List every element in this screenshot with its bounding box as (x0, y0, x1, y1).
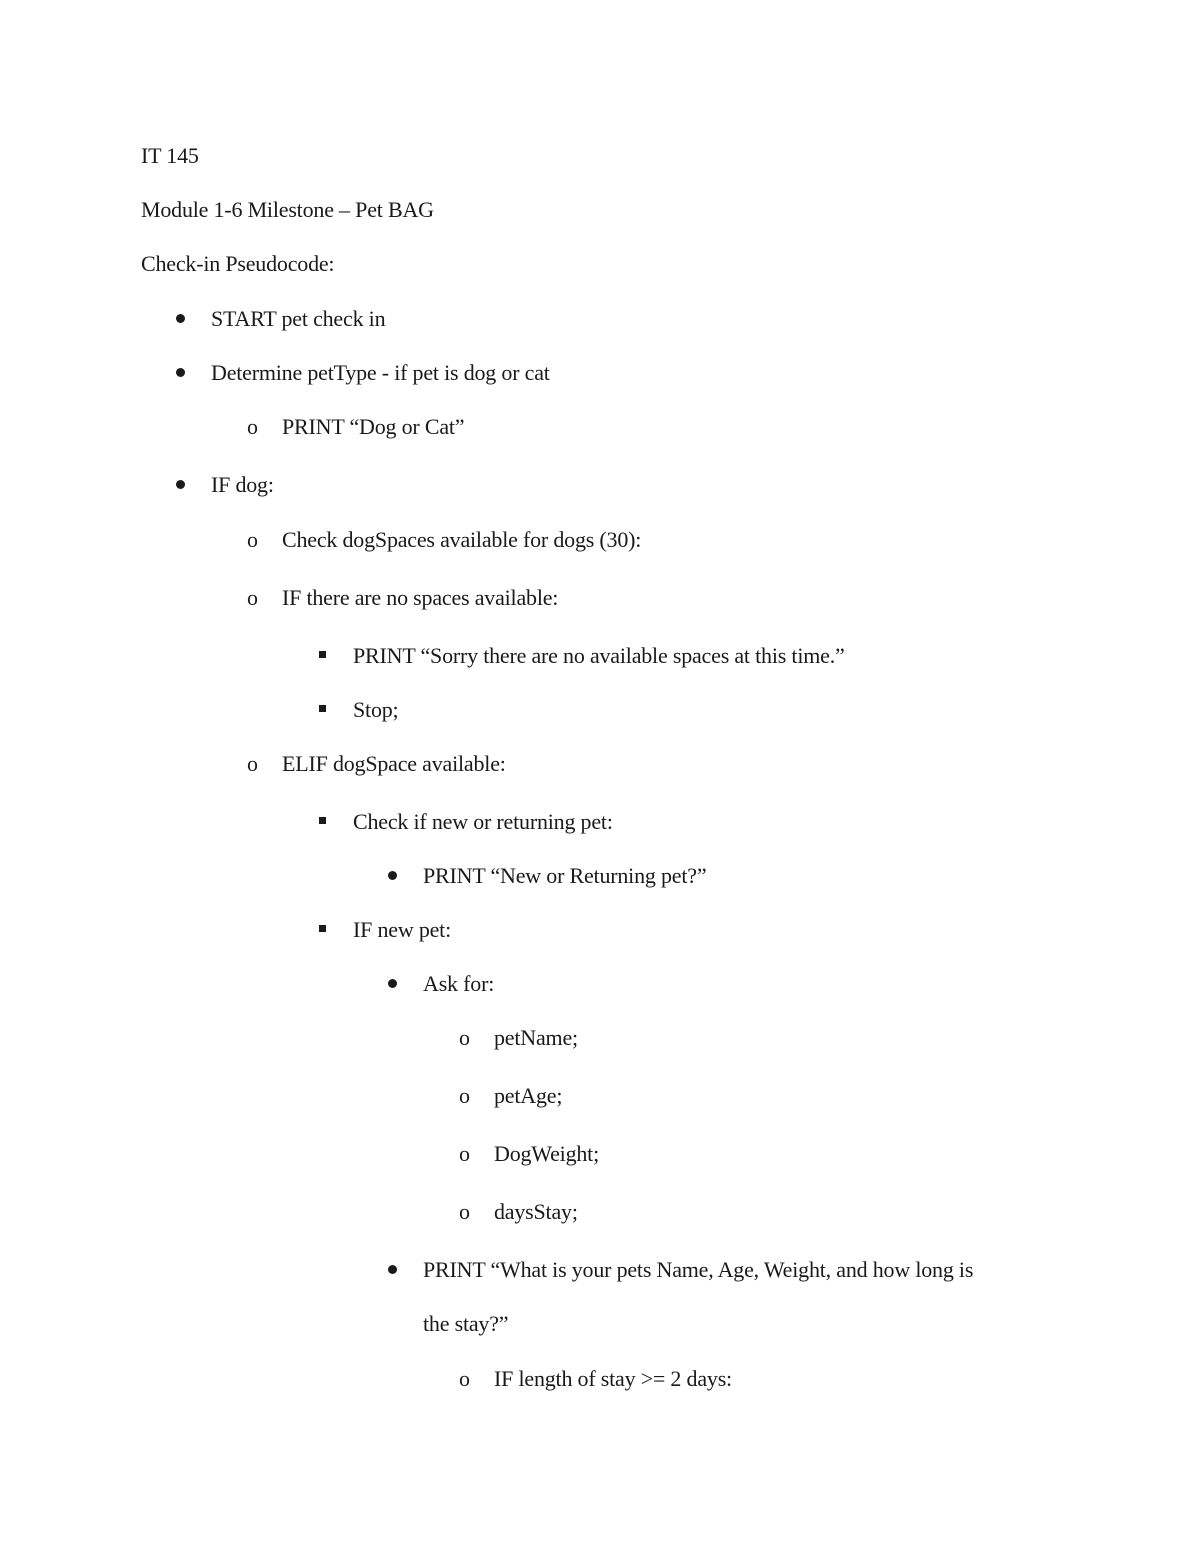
list-item: Stop; (353, 697, 399, 722)
list-item: ELIF dogSpace available: (282, 751, 506, 776)
list-item: PRINT “New or Returning pet?” (423, 863, 707, 888)
list-item: PRINT “Sorry there are no available spaces at this time.” (353, 643, 845, 668)
list-item: IF new pet: (353, 917, 452, 942)
bullet-square-icon (319, 817, 326, 824)
bullet-disc-icon (176, 480, 185, 489)
bullet-disc-icon (388, 871, 397, 880)
list-item: START pet check in (211, 306, 386, 331)
bullet-circle-icon: o (247, 414, 258, 439)
course-code: IT 145 (141, 143, 199, 168)
document-title: Module 1-6 Milestone – Pet BAG (141, 197, 434, 222)
bullet-disc-icon (388, 1265, 397, 1274)
list-item: Determine petType - if pet is dog or cat (211, 360, 550, 385)
list-item: Check if new or returning pet: (353, 809, 613, 834)
list-item: Check dogSpaces available for dogs (30): (282, 527, 642, 552)
bullet-circle-icon: o (247, 585, 258, 610)
bullet-circle-icon: o (459, 1025, 470, 1050)
list-item: IF dog: (211, 472, 274, 497)
bullet-disc-icon (176, 368, 185, 377)
list-item: PRINT “What is your pets Name, Age, Weight, and how long is (423, 1257, 974, 1282)
bullet-square-icon (319, 925, 326, 932)
bullet-square-icon (319, 651, 326, 658)
bullet-circle-icon: o (459, 1141, 470, 1166)
list-item: petAge; (494, 1083, 563, 1108)
list-item: DogWeight; (494, 1141, 599, 1166)
section-heading: Check-in Pseudocode: (141, 251, 335, 276)
list-item: PRINT “Dog or Cat” (282, 414, 465, 439)
bullet-circle-icon: o (459, 1083, 470, 1108)
bullet-square-icon (319, 705, 326, 712)
bullet-circle-icon: o (459, 1366, 470, 1391)
bullet-circle-icon: o (247, 751, 258, 776)
bullet-circle-icon: o (247, 527, 258, 552)
list-item: IF length of stay >= 2 days: (494, 1366, 732, 1391)
list-item: IF there are no spaces available: (282, 585, 559, 610)
bullet-disc-icon (176, 314, 185, 323)
list-item: daysStay; (494, 1199, 578, 1224)
bullet-disc-icon (388, 979, 397, 988)
list-item: petName; (494, 1025, 578, 1050)
bullet-circle-icon: o (459, 1199, 470, 1224)
list-item: Ask for: (423, 971, 495, 996)
list-item-continuation: the stay?” (423, 1311, 509, 1336)
